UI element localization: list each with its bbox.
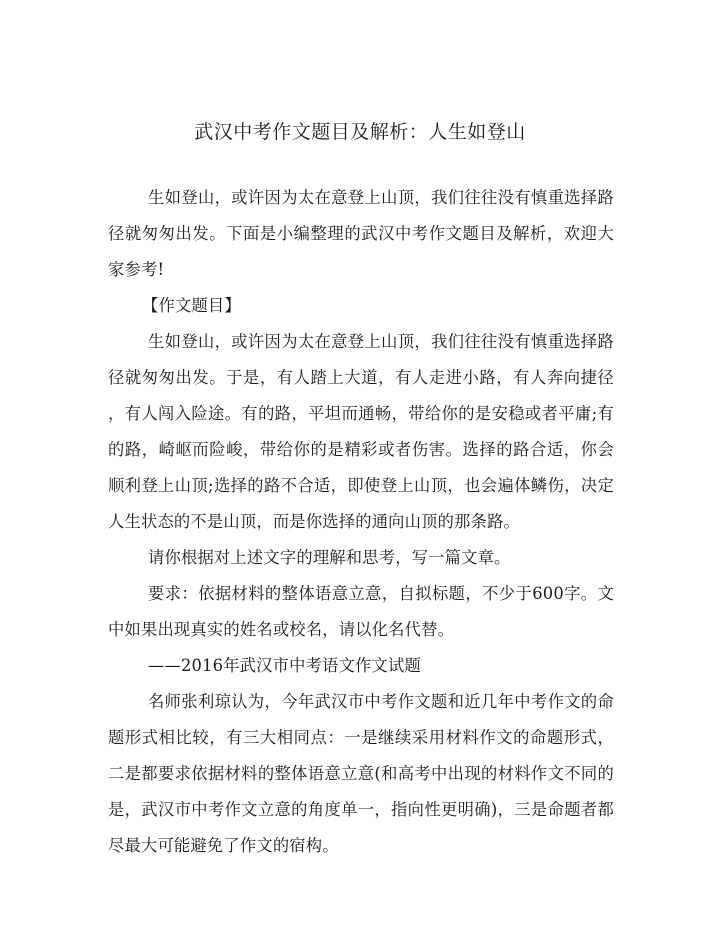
- paragraph-line: 中如果出现真实的姓名或校名，请以化名代替。: [108, 620, 455, 639]
- section-heading: 【作文题目】: [142, 296, 241, 315]
- paragraph-line: 顺利登上山顶;选择的路不合适，即使登上山顶，也会遍体鳞伤，决定: [108, 476, 614, 495]
- paragraph-line: 家参考!: [108, 260, 165, 279]
- paragraph-line: 的路，崎岖而险峻，带给你的是精彩或者伤害。选择的路合适，你会: [108, 440, 614, 459]
- paragraph-line: 生如登山，或许因为太在意登上山顶，我们往往没有慎重选择路: [148, 332, 614, 351]
- paragraph-line: 题形式相比较，有三大相同点：一是继续采用材料作文的命题形式，: [108, 728, 614, 747]
- paragraph-line: 生如登山，或许因为太在意登上山顶，我们往往没有慎重选择路: [148, 188, 614, 207]
- paragraph-line: 请你根据对上述文字的理解和思考，写一篇文章。: [148, 548, 511, 567]
- paragraph-line: 人生状态的不是山顶，而是你选择的通向山顶的那条路。: [108, 512, 521, 531]
- paragraph-line: 二是都要求依据材料的整体语意立意(和高考中出现的材料作文不同的: [108, 764, 614, 783]
- paragraph-line: 是，武汉市中考作文立意的角度单一，指向性更明确)，三是命题者都: [108, 800, 614, 819]
- paragraph-line: 径就匆匆出发。于是，有人踏上大道，有人走进小路，有人奔向捷径: [108, 368, 614, 387]
- paragraph-line: 径就匆匆出发。下面是小编整理的武汉中考作文题目及解析，欢迎大: [108, 224, 614, 243]
- paragraph-line: 要求：依据材料的整体语意立意，自拟标题，不少于600字。文: [148, 584, 614, 603]
- source-line: ——2016年武汉市中考语文作文试题: [148, 656, 421, 675]
- document-title: 武汉中考作文题目及解析：人生如登山: [194, 121, 526, 143]
- paragraph-line: ，有人闯入险途。有的路，平坦而通畅，带给你的是安稳或者平庸;有: [108, 404, 614, 423]
- paragraph-line: 名师张利琼认为，今年武汉市中考作文题和近几年中考作文的命: [148, 692, 614, 711]
- paragraph-line: 尽最大可能避免了作文的宿构。: [108, 836, 339, 855]
